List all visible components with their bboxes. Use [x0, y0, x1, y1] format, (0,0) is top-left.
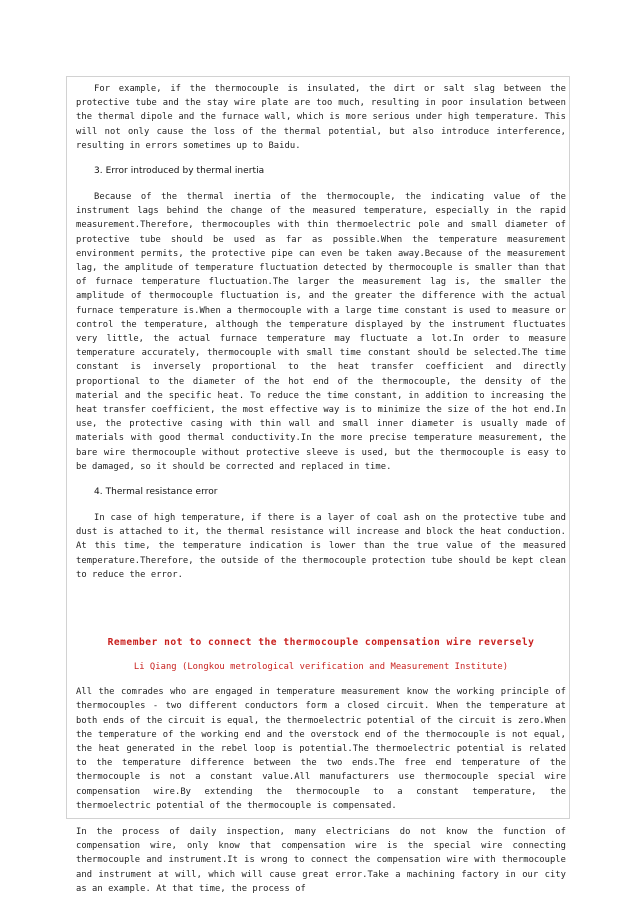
paragraph-thermal-resistance: In case of high temperature, if there is a layer of coal ash on the protective tube and dust is attached to it, the thermal resistance will increase and block the heat conduction. At this time, the temperature indication is lower than the true value of the measured temperature.Therefore, the outside of the thermocouple protection tube should be kept clean to reduce the error. — [76, 513, 566, 580]
paragraph-thermal-inertia: Because of the thermal inertia of the thermocouple, the indicating value of the instrument lags behind the change of the measured temperature, especially in the rapid measurement.Therefore, thermocouples with thin thermoelectric pole and small diameter of protective tube should be used as far as possible.When the temperature measurement environment permits, the protective pipe can even be taken away.Because of the measurement lag, the amplitude of temperature fluctuation detected by thermocouple is smaller than that of furnace temperature fluctuation.The larger the measurement lag is, the smaller the amplitude of thermocouple fluctuation is, and the greater the difference with the actual furnace temperature is.When a thermocouple with a large time constant is used to measure or control the temperature, although the temperature displayed by the instrument fluctuates very little, the actual furnace temperature may fluctuate a lot.In order to measure temperature accurately, thermocouple with small time constant should be selected.The time constant is inversely proportional to the heat transfer coefficient and directly proportional to the diameter of the hot end of the thermocouple, the density of the material and the specific heat. To reduce the time constant, in addition to increasing the heat transfer coefficient, the most effective way is to minimize the size of the hot end.In use, the protective casing with thin wall and small inner diameter is usually made of materials with good thermal conductivity.In the more precise temperature measurement, the bare wire thermocouple without protective sleeve is used, but the thermocouple is easy to be damaged, so it should be corrected and replaced in time. — [76, 192, 566, 472]
paragraph-insulation: For example, if the thermocouple is insulated, the dirt or salt slag between the protective tube and the stay wire plate are too much, resulting in poor insulation between the thermal dipole and the furnace wall, which is more serious under high temperature. This will not only cause the loss of the thermal potential, but also introduce interference, resulting in errors sometimes up to Baidu. — [76, 84, 566, 151]
document-content — [76, 82, 566, 896]
paragraph-daily-inspection: In the process of daily inspection, many electricians do not know the function of compensation wire, only know that compensation wire is the special wire connecting thermocouple and instrument.It is wrong to connect the compensation wire with thermocouple and instrument at will, which will cause great error.Take a machining factory in our city as an example. At that time, the process of — [76, 826, 566, 894]
article-title: Remember not to connect the thermocouple compensation wire reversely — [107, 637, 535, 649]
heading-thermal-resistance: 4. Thermal resistance error — [94, 487, 218, 498]
paragraph-working-principle: All the comrades who are engaged in temperature measurement know the working principle of thermocouples - two different conductors form a closed circuit. When the temperature at both ends of the circuit is equal, the thermoelectric potential of the circuit is zero.When the temperature of the working end and the overstock end of the thermocouple is not equal, the heat generated in the rebel loop is potential.The thermoelectric potential is related to the temperature difference between the two ends.The free end temperature of the thermocouple is not a constant value.All manufacturers use thermocouple special wire compensation wire.By extending the thermocouple to a constant temperature, the thermoelectric potential of the thermocouple is compensated. — [76, 687, 566, 811]
heading-thermal-inertia: 3. Error introduced by thermal inertia — [94, 166, 265, 177]
article-byline: Li Qiang (Longkou metrological verification and Measurement Institute) — [133, 662, 509, 673]
